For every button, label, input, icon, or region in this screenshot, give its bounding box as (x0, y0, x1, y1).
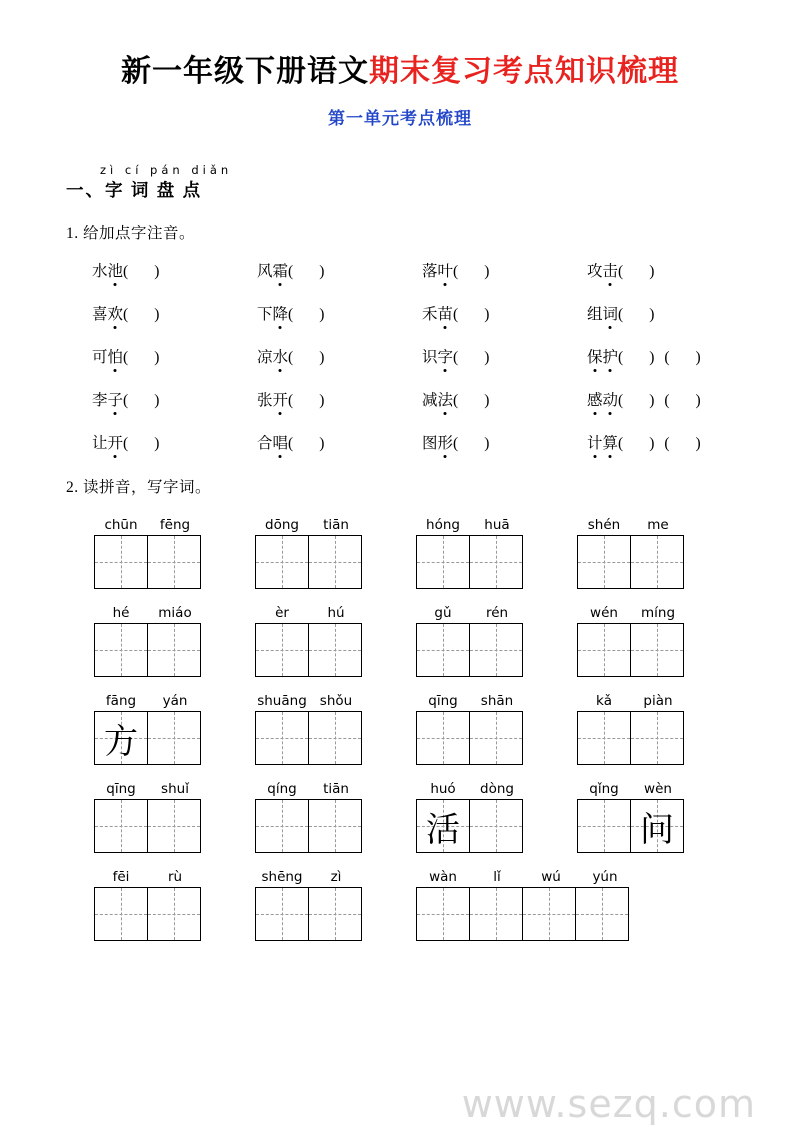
tianzige-group (245, 693, 406, 765)
dotted-char: 计 (587, 431, 603, 453)
task1-word (587, 392, 618, 409)
task2-label: 2. 读拼音，写字词。 (66, 479, 212, 496)
answer-blank[interactable]: ( ) (288, 306, 325, 323)
pinyin-syllable: shān (480, 693, 514, 709)
tianzige-boxes (245, 623, 406, 677)
pinyin-syllable: qíng (267, 781, 297, 797)
pinyin-row (245, 517, 406, 533)
tianzige-char (148, 888, 200, 940)
tianzige-cell[interactable] (255, 799, 309, 853)
pinyin-syllable: qǐng (589, 781, 619, 797)
task1-word (422, 435, 453, 452)
tianzige-group (84, 517, 245, 589)
dotted-char: 唱 (273, 431, 289, 453)
pinyin-syllable: fēi (112, 869, 130, 885)
task1-item (257, 345, 422, 367)
pinyin-syllable: shuāng (257, 693, 307, 709)
pinyin-syllable: shén (587, 517, 621, 533)
task1-item (92, 388, 257, 410)
pinyin-syllable: qīng (428, 693, 458, 709)
tianzige-char (148, 624, 200, 676)
tianzige-char (470, 888, 522, 940)
plain-char: 凉 (257, 349, 273, 366)
tianzige-cell[interactable] (255, 887, 309, 941)
pinyin-syllable: zì (330, 869, 342, 885)
task1-word (92, 263, 123, 280)
pinyin-syllable: huā (484, 517, 510, 533)
answer-blank[interactable]: ( ) (288, 435, 325, 452)
pinyin-syllable: yán (162, 693, 188, 709)
answer-blank[interactable]: ( ) (453, 306, 490, 323)
pinyin-syllable: wàn (429, 869, 457, 885)
tianzige-char (578, 624, 630, 676)
pinyin-syllable: dōng (265, 517, 299, 533)
answer-blank[interactable]: ( ) (288, 263, 325, 280)
task1-item (422, 302, 587, 324)
plain-char: 禾 (422, 306, 438, 323)
answer-blank[interactable]: ( ) (123, 435, 160, 452)
tianzige-group (245, 781, 406, 853)
task1-word (92, 306, 123, 323)
tianzige-char (631, 624, 683, 676)
section-heading (66, 165, 756, 199)
tianzige-char (309, 888, 361, 940)
answer-blank[interactable]: ( ) (453, 349, 490, 366)
tianzige-cell[interactable] (255, 711, 309, 765)
answer-blank[interactable]: ( ) ( ) (618, 349, 701, 366)
answer-blank[interactable]: ( ) (618, 263, 655, 280)
pinyin-syllable: miáo (158, 605, 192, 621)
tianzige-char (256, 712, 308, 764)
dotted-char: 开 (273, 388, 289, 410)
task1-item (257, 388, 422, 410)
task1-item (257, 431, 422, 453)
pinyin-syllable: wú (541, 869, 561, 885)
answer-blank[interactable]: ( ) (453, 392, 490, 409)
tianzige-char (95, 624, 147, 676)
tianzige-group (406, 517, 567, 589)
tianzige-char (470, 624, 522, 676)
dotted-char: 霜 (273, 259, 289, 281)
tianzige-char (95, 888, 147, 940)
tianzige-cell[interactable] (469, 623, 523, 677)
dotted-char: 感 (587, 388, 603, 410)
plain-char: 合 (257, 435, 273, 452)
dotted-char: 开 (108, 431, 124, 453)
pinyin-syllable: wén (590, 605, 618, 621)
tianzige-char (578, 800, 630, 852)
tianzige-cell[interactable] (147, 535, 201, 589)
task2-row (84, 869, 756, 941)
tianzige-group (84, 605, 245, 677)
tianzige-cell[interactable] (577, 623, 631, 677)
pinyin-row (84, 869, 245, 885)
tianzige-cell[interactable] (577, 535, 631, 589)
tianzige-char (309, 536, 361, 588)
dotted-char: 动 (603, 388, 619, 410)
tianzige-char (578, 536, 630, 588)
tianzige-cell[interactable] (630, 799, 684, 853)
plain-char: 组 (587, 306, 603, 323)
tianzige-char (417, 712, 469, 764)
pinyin-syllable: hóng (426, 517, 460, 533)
answer-blank[interactable]: ( ) (453, 263, 490, 280)
dotted-char: 字 (438, 345, 454, 367)
tianzige-char: 问 (640, 811, 674, 849)
pinyin-row (406, 781, 567, 797)
pinyin-syllable: me (647, 517, 669, 533)
tianzige-cell[interactable] (147, 799, 201, 853)
task1-word (92, 435, 123, 452)
tianzige-group (84, 781, 245, 853)
dotted-char: 形 (438, 431, 454, 453)
tianzige-group (406, 781, 567, 853)
dotted-char: 池 (108, 259, 124, 281)
pinyin-row (84, 517, 245, 533)
dotted-char: 水 (273, 345, 289, 367)
tianzige-cell[interactable] (308, 535, 362, 589)
plain-char: 李 (92, 392, 108, 409)
pinyin-row (406, 869, 728, 885)
tianzige-cell[interactable] (94, 535, 148, 589)
answer-blank[interactable]: ( ) (123, 306, 160, 323)
pinyin-row (567, 517, 728, 533)
dotted-char: 欢 (108, 302, 124, 324)
tianzige-boxes (84, 623, 245, 677)
answer-blank[interactable]: ( ) ( ) (618, 392, 701, 409)
dotted-char: 降 (273, 302, 289, 324)
pinyin-syllable: qīng (106, 781, 136, 797)
tianzige-char (523, 888, 575, 940)
pinyin-syllable: shuǐ (161, 781, 189, 797)
plain-char: 下 (257, 306, 273, 323)
answer-blank[interactable]: ( ) (123, 263, 160, 280)
tianzige-cell[interactable] (577, 799, 631, 853)
tianzige-group (406, 869, 728, 941)
task1-item (422, 345, 587, 367)
task1-item (92, 259, 257, 281)
tianzige-boxes (567, 623, 728, 677)
task2-row (84, 693, 756, 765)
pinyin-row (245, 693, 406, 709)
tianzige-cell[interactable] (630, 711, 684, 765)
pinyin-syllable: gǔ (434, 605, 452, 621)
tianzige-group (567, 781, 728, 853)
tianzige-char (309, 800, 361, 852)
tianzige-char (417, 536, 469, 588)
section-heading-text: 一、字 词 盘 点 (66, 180, 203, 200)
tianzige-cell[interactable] (147, 711, 201, 765)
dotted-char: 叶 (438, 259, 454, 281)
task2-row (84, 517, 756, 589)
task1-item (422, 431, 587, 453)
tianzige-group (406, 693, 567, 765)
tianzige-group (567, 605, 728, 677)
task1-item (257, 302, 422, 324)
dotted-char: 词 (603, 302, 619, 324)
answer-blank[interactable]: ( ) (453, 435, 490, 452)
tianzige-cell[interactable] (255, 535, 309, 589)
pinyin-row (245, 781, 406, 797)
task1-row (92, 302, 752, 324)
tianzige-char (576, 888, 628, 940)
tianzige-boxes (406, 623, 567, 677)
pinyin-row (406, 693, 567, 709)
pinyin-syllable: rén (485, 605, 509, 621)
tianzige-char (95, 536, 147, 588)
dotted-char: 击 (603, 259, 619, 281)
tianzige-group (245, 517, 406, 589)
answer-blank[interactable]: ( ) (123, 349, 160, 366)
pinyin-row (245, 605, 406, 621)
tianzige-boxes (567, 799, 728, 853)
tianzige-boxes (245, 887, 406, 941)
tianzige-boxes (406, 535, 567, 589)
dotted-char: 怕 (108, 345, 124, 367)
tianzige-cell[interactable] (469, 887, 523, 941)
tianzige-char (578, 712, 630, 764)
pinyin-syllable: míng (640, 605, 676, 621)
task1-item (587, 302, 752, 324)
plain-char: 攻 (587, 263, 603, 280)
task1-item (422, 259, 587, 281)
watermark: www.sezq.com (461, 1082, 756, 1126)
task1-item (92, 431, 257, 453)
plain-char: 识 (422, 349, 438, 366)
plain-char: 风 (257, 263, 273, 280)
tianzige-boxes (245, 535, 406, 589)
task1-label: 1. 给加点字注音。 (66, 225, 196, 242)
pinyin-syllable: hú (327, 605, 345, 621)
tianzige-cell[interactable] (255, 623, 309, 677)
tianzige-char (256, 800, 308, 852)
tianzige-boxes (406, 799, 567, 853)
tianzige-char (309, 712, 361, 764)
tianzige-char: 活 (426, 811, 460, 849)
task2-row (84, 605, 756, 677)
answer-blank[interactable]: ( ) (618, 306, 655, 323)
task1-word (257, 392, 288, 409)
pinyin-row (406, 517, 567, 533)
plain-char: 让 (92, 435, 108, 452)
tianzige-cell[interactable] (308, 799, 362, 853)
tianzige-boxes (567, 711, 728, 765)
tianzige-cell[interactable] (416, 623, 470, 677)
tianzige-group (245, 605, 406, 677)
tianzige-boxes (84, 887, 245, 941)
tianzige-char (470, 712, 522, 764)
pinyin-syllable: shǒu (319, 693, 353, 709)
plain-char: 图 (422, 435, 438, 452)
pinyin-row (84, 605, 245, 621)
tianzige-boxes (567, 535, 728, 589)
task1-word (257, 263, 288, 280)
answer-blank[interactable]: ( ) (288, 392, 325, 409)
tianzige-cell[interactable] (630, 623, 684, 677)
pinyin-syllable: èr (275, 605, 289, 621)
tianzige-cell[interactable] (522, 887, 576, 941)
pinyin-syllable: yún (592, 869, 618, 885)
task1-word (587, 435, 618, 452)
tianzige-cell[interactable] (147, 623, 201, 677)
tianzige-char (148, 712, 200, 764)
pinyin-syllable: kǎ (595, 693, 613, 709)
page-title-red: 期末复习考点知识梳理 (369, 55, 679, 88)
task1-item (257, 259, 422, 281)
tianzige-group (406, 605, 567, 677)
task1-grid (92, 259, 752, 453)
tianzige-cell[interactable] (469, 799, 523, 853)
pinyin-row (84, 781, 245, 797)
tianzige-boxes (406, 887, 728, 941)
page-title-black: 新一年级下册语文 (121, 55, 369, 88)
tianzige-cell[interactable] (630, 535, 684, 589)
task1-word (422, 349, 453, 366)
plain-char: 喜 (92, 306, 108, 323)
tianzige-boxes (245, 711, 406, 765)
tianzige-cell[interactable] (94, 711, 148, 765)
tianzige-char (256, 536, 308, 588)
task1-row (92, 259, 752, 281)
pinyin-syllable: huó (430, 781, 456, 797)
tianzige-char (148, 536, 200, 588)
dotted-char: 苗 (438, 302, 454, 324)
plain-char: 落 (422, 263, 438, 280)
page-title (44, 46, 756, 90)
task1-row (92, 431, 752, 453)
tianzige-group (567, 693, 728, 765)
task1-word (422, 263, 453, 280)
pinyin-syllable: rù (167, 869, 183, 885)
tianzige-char (148, 800, 200, 852)
task2-row (84, 781, 756, 853)
task1-item (92, 302, 257, 324)
pinyin-syllable: piàn (643, 693, 673, 709)
tianzige-boxes (84, 535, 245, 589)
pinyin-syllable: hé (112, 605, 130, 621)
tianzige-boxes (406, 711, 567, 765)
tianzige-group (84, 693, 245, 765)
task1-item (587, 259, 752, 281)
pinyin-syllable: dòng (480, 781, 514, 797)
tianzige-cell[interactable] (416, 799, 470, 853)
tianzige-cell[interactable] (469, 711, 523, 765)
tianzige-cell[interactable] (416, 535, 470, 589)
task1-item (587, 388, 752, 410)
pinyin-row (567, 781, 728, 797)
task1-word (587, 306, 618, 323)
tianzige-group (84, 869, 245, 941)
pinyin-row (84, 693, 245, 709)
task1-word (422, 392, 453, 409)
task1-word (257, 435, 288, 452)
task1-word (257, 349, 288, 366)
tianzige-cell[interactable] (308, 887, 362, 941)
plain-char: 张 (257, 392, 273, 409)
pinyin-syllable: chūn (104, 517, 138, 533)
pinyin-row (567, 693, 728, 709)
task1-word (422, 306, 453, 323)
tianzige-cell[interactable] (416, 887, 470, 941)
tianzige-char (417, 624, 469, 676)
tianzige-cell[interactable] (308, 711, 362, 765)
tianzige-cell[interactable] (469, 535, 523, 589)
pinyin-syllable: fāng (105, 693, 137, 709)
tianzige-char (95, 800, 147, 852)
pinyin-row (245, 869, 406, 885)
tianzige-char (417, 888, 469, 940)
dotted-char: 算 (603, 431, 619, 453)
dotted-char: 保 (587, 345, 603, 367)
task1-row (92, 388, 752, 410)
tianzige-char (631, 712, 683, 764)
answer-blank[interactable]: ( ) (288, 349, 325, 366)
pinyin-syllable: lǐ (493, 869, 501, 885)
tianzige-cell[interactable] (577, 711, 631, 765)
pinyin-syllable: wèn (644, 781, 672, 797)
pinyin-syllable: tiān (323, 781, 349, 797)
pinyin-syllable: fēng (159, 517, 191, 533)
tianzige-char (470, 536, 522, 588)
pinyin-row (406, 605, 567, 621)
tianzige-boxes (84, 799, 245, 853)
tianzige-cell[interactable] (94, 799, 148, 853)
pinyin-syllable: tiān (323, 517, 349, 533)
pinyin-syllable: shēng (261, 869, 303, 885)
tianzige-cell[interactable] (416, 711, 470, 765)
task1-word (587, 349, 618, 366)
tianzige-boxes (245, 799, 406, 853)
pinyin-row (567, 605, 728, 621)
tianzige-group (567, 517, 728, 589)
tianzige-cell[interactable] (94, 887, 148, 941)
plain-char: 减 (422, 392, 438, 409)
tianzige-cell[interactable] (147, 887, 201, 941)
section-heading-pinyin: zì cí pán diǎn (100, 163, 233, 177)
task1-item (587, 431, 752, 453)
task1-row (92, 345, 752, 367)
task1-word (587, 263, 618, 280)
tianzige-char (256, 624, 308, 676)
dotted-char: 子 (108, 388, 124, 410)
task1-word (92, 392, 123, 409)
tianzige-cell[interactable] (308, 623, 362, 677)
plain-char: 可 (92, 349, 108, 366)
plain-char: 水 (92, 263, 108, 280)
tianzige-char: 方 (104, 723, 138, 761)
tianzige-cell[interactable] (94, 623, 148, 677)
answer-blank[interactable]: ( ) ( ) (618, 435, 701, 452)
task2-grid (84, 517, 756, 941)
answer-blank[interactable]: ( ) (123, 392, 160, 409)
task1-word (257, 306, 288, 323)
dotted-char: 法 (438, 388, 454, 410)
page-subtitle: 第一单元考点梳理 (328, 109, 472, 128)
tianzige-boxes (84, 711, 245, 765)
tianzige-group (245, 869, 406, 941)
tianzige-char (256, 888, 308, 940)
task1-item (92, 345, 257, 367)
task1-word (92, 349, 123, 366)
tianzige-char (470, 800, 522, 852)
tianzige-char (631, 536, 683, 588)
tianzige-cell[interactable] (575, 887, 629, 941)
task1-item (422, 388, 587, 410)
task1-item (587, 345, 752, 367)
tianzige-char (309, 624, 361, 676)
dotted-char: 护 (603, 345, 619, 367)
